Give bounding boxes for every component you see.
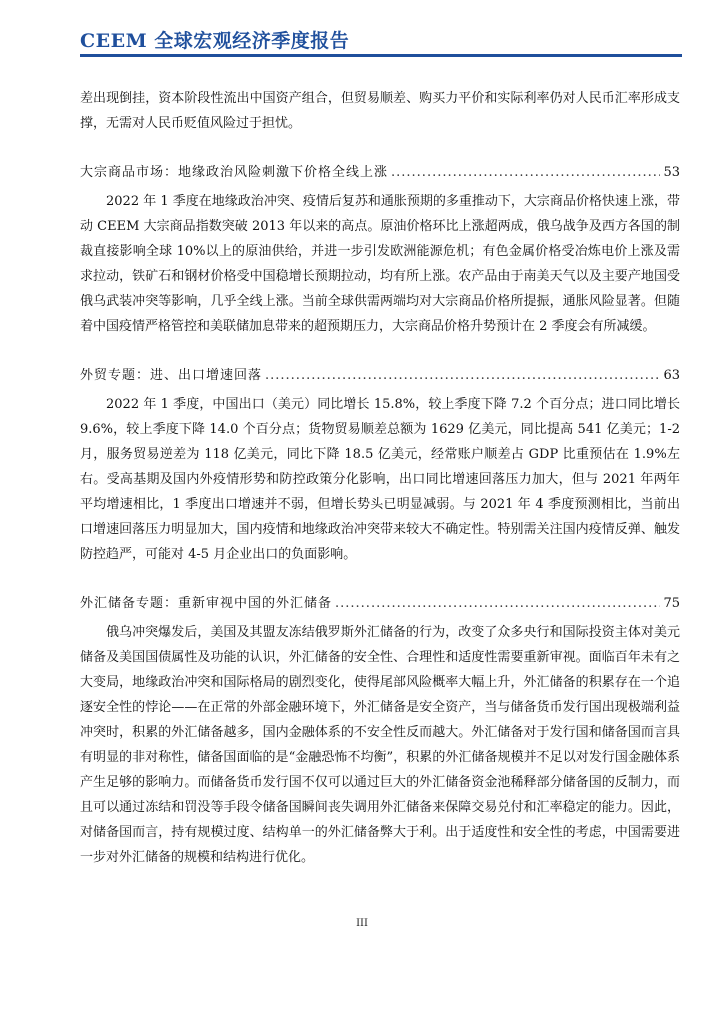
section-summary-foreign-trade: 2022 年 1 季度，中国出口（美元）同比增长 15.8%，较上季度下降 7.2 个百分点；进口同比增长 9.6%，较上季度下降 14.0 个百分点；货物贸易顺差总额为 1629 亿美元，同比提高 541 亿美元；1-2 月，服务贸易逆差为 118 亿美元，同比下降 18.5 亿美元，经常账户顺差占 GDP 比重预估在 1.9%左右。受高基期及国内外疫情形势和防控政策分化影响，出口同比增速回落压力加大，但与 2021 年两年平均增速相比，1 季度出口增速并不弱，但增长势头已明显减弱。与 2021 年 4 季度预测相比，当前出口增速回落压力明显加大，国内疫情和地缘政治冲突带来较大不确定性。特别需关注国内疫情反弹、触发防控趋严，可能对 4-5 月企业出口的负面影响。 — [80, 397, 680, 562]
header-rule — [80, 54, 682, 57]
section-gap — [80, 339, 680, 359]
toc-entry-title: 大宗商品市场：地缘政治风险刺激下价格全线上涨 — [80, 165, 389, 180]
toc-leader-dots — [335, 591, 660, 616]
section-summary-commodities: 2022 年 1 季度在地缘政治冲突、疫情后复苏和通胀预期的多重推动下，大宗商品价格快速上涨，带动 CEEM 大宗商品指数突破 2013 年以来的高点。原油价格环比上涨超两成，俄乌战争及西方各国的制裁直接影响全球 10%以上的原油供给，并进一步引发欧洲能源危机；有色金属价格受冶炼电价上涨及需求拉动，铁矿石和钢材价格受中国稳增长预期拉动，均有所上涨。农产品由于南美天气以及主要产地国受俄乌武装冲突等影响，几乎全线上涨。当前全球供需两端均对大宗商品价格所提振，通胀风险显著。但随着中国疫情严格管控和美联储加息带来的超预期压力，大宗商品价格升势预计在 2 季度会有所减缓。 — [80, 194, 680, 334]
page-content — [80, 86, 680, 870]
toc-leader-dots — [391, 160, 660, 185]
report-header-title: CEEM 全球宏观经济季度报告 — [80, 30, 350, 52]
section-gap — [80, 136, 680, 156]
toc-entry-page: 53 — [663, 165, 680, 180]
toc-entry-commodities[interactable] — [80, 160, 680, 185]
section-gap — [80, 567, 680, 587]
toc-entry-title: 外汇储备专题：重新审视中国的外汇储备 — [80, 596, 333, 611]
toc-entry-foreign-trade[interactable] — [80, 363, 680, 388]
intro-paragraph: 差出现倒挂，资本阶段性流出中国资产组合，但贸易顺差、购买力平价和实际利率仍对人民币汇率形成支撑，无需对人民币贬值风险过于担忧。 — [80, 91, 680, 131]
toc-entry-page: 63 — [663, 368, 680, 383]
toc-entry-title: 外贸专题：进、出口增速回落 — [80, 368, 263, 383]
page-number: III — [356, 918, 368, 929]
toc-entry-page: 75 — [663, 596, 680, 611]
toc-leader-dots — [265, 363, 660, 388]
section-summary-fx-reserves: 俄乌冲突爆发后，美国及其盟友冻结俄罗斯外汇储备的行为，改变了众多央行和国际投资主体对美元储备及美国国债属性及功能的认识，外汇储备的安全性、合理性和适度性需要重新审视。面临百年未有之大变局，地缘政治冲突和国际格局的剧烈变化，使得尾部风险概率大幅上升，外汇储备的积累存在一个追逐安全性的悖论——在正常的外部金融环境下，外汇储备是安全资产，当与储备货币发行国出现极端利益冲突时，积累的外汇储备越多，国内金融体系的不安全性反而越大。外汇储备对于发行国和储备国而言具有明显的非对称性，储备国面临的是“金融恐怖不均衡”，积累的外汇储备规模并不足以对发行国金融体系产生足够的影响力。而储备货币发行国不仅可以通过巨大的外汇储备资金池稀释部分储备国的反制力，而且可以通过冻结和罚没等手段令储备国瞬间丧失调用外汇储备来保障交易兑付和汇率稳定的能力。因此，对储备国而言，持有规模过度、结构单一的外汇储备弊大于利。出于适度性和安全性的考虑，中国需要进一步对外汇储备的规模和结构进行优化。 — [80, 625, 680, 865]
toc-entry-fx-reserves[interactable] — [80, 591, 680, 616]
